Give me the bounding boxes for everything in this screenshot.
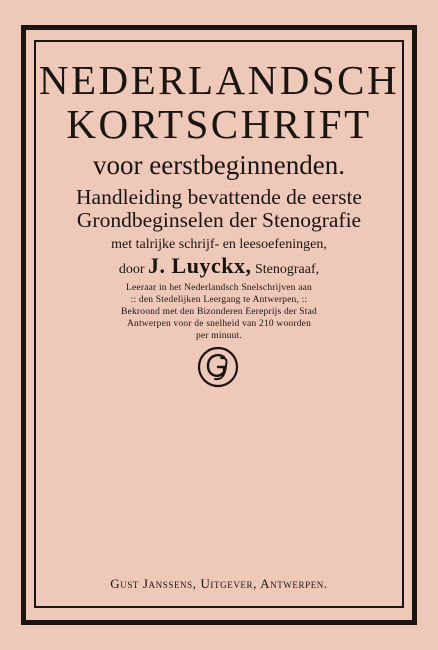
credential-line-4: Antwerpen voor de snelheid van 210 woorden bbox=[126, 319, 312, 329]
subtitle-line-1: Handleiding bevattende de eerste bbox=[76, 185, 362, 209]
subtitle-line-2: Grondbeginselen der Stenografie bbox=[76, 208, 362, 232]
title-line-3: voor eerstbeginnenden. bbox=[93, 150, 345, 180]
exercises-line: met talrijke schrijf- en leesoefeningen, bbox=[111, 237, 327, 252]
author-prefix: door bbox=[118, 262, 145, 277]
credential-line-5: per minuut. bbox=[196, 331, 242, 341]
credential-line-3: Bekroond met den Bizonderen Eereprijs der Stad bbox=[121, 307, 317, 317]
author-name: J. Luyckx, bbox=[148, 253, 252, 278]
author-role: Stenograaf, bbox=[254, 262, 320, 277]
title-block bbox=[36, 58, 402, 342]
credential-line-2: :: den Stedelijken Leergang te Antwerpen, :: bbox=[130, 295, 308, 305]
credential-line-1: Leeraar in het Nederlandsch Snelschrijven aan bbox=[126, 283, 312, 293]
title-line-2: KORTSCHRIFT bbox=[66, 101, 372, 147]
publisher-line: Gust Janssens, Uitgever, Antwerpen. bbox=[110, 576, 328, 591]
publisher-monogram-icon bbox=[197, 346, 239, 388]
author-line bbox=[36, 254, 402, 282]
title-line-1: NEDERLANDSCH bbox=[38, 57, 400, 103]
